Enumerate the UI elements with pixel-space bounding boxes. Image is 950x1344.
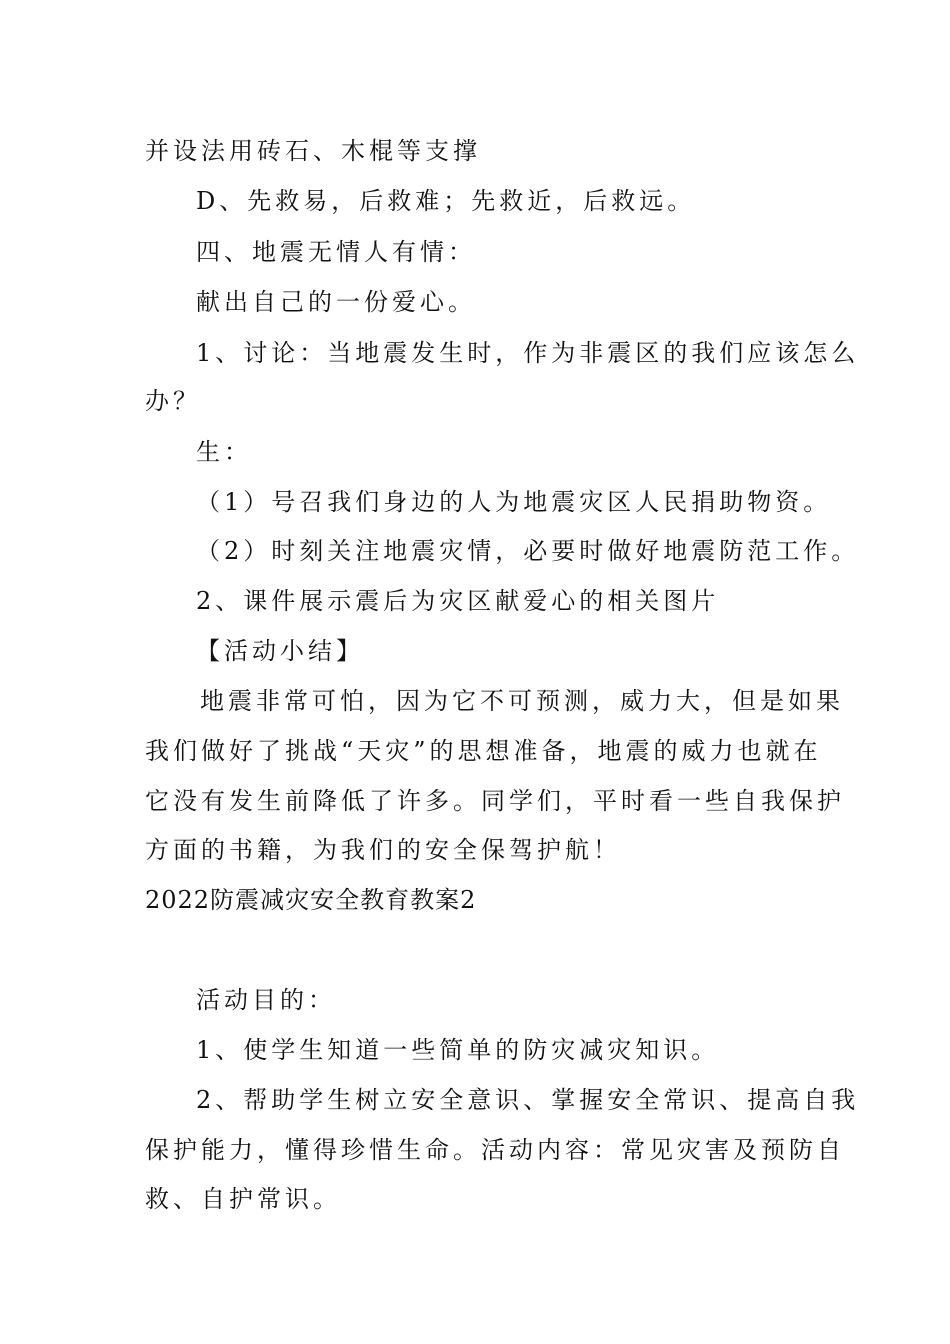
text-line: 并设法用砖石、木棍等支撑 <box>145 137 481 165</box>
document-title: 2022防震减灾安全教育教案2 <box>145 886 477 914</box>
text-line: 献出自己的一份爱心。 <box>196 288 476 316</box>
list-item: （1）号召我们身边的人为地震灾区人民捐助物资。 <box>196 488 832 516</box>
list-item: 2、帮助学生树立安全意识、掌握安全常识、提高自我 <box>196 1086 860 1114</box>
text-line: 它没有发生前降低了许多。同学们，平时看一些自我保护 <box>145 787 845 815</box>
section-heading: 【活动小结】 <box>196 637 364 665</box>
text-line: D、先救易，后救难；先救近，后救远。 <box>196 187 696 215</box>
text-line: 地震非常可怕，因为它不可预测，威力大，但是如果 <box>200 687 844 715</box>
text-line: 1、讨论：当地震发生时，作为非震区的我们应该怎么 <box>196 339 860 367</box>
text-line: 生： <box>196 438 252 466</box>
text-line: 2、课件展示震后为灾区献爱心的相关图片 <box>196 587 720 615</box>
text-line: 办？ <box>145 387 201 415</box>
list-item: 1、使学生知道一些简单的防灾减灾知识。 <box>196 1036 720 1064</box>
text-line: 方面的书籍，为我们的安全保驾护航！ <box>145 836 621 864</box>
list-item: （2）时刻关注地震灾情，必要时做好地震防范工作。 <box>196 537 860 565</box>
section-heading: 活动目的： <box>196 986 336 1014</box>
text-line: 我们做好了挑战“天灾”的思想准备，地震的威力也就在 <box>145 737 822 765</box>
section-heading: 四、地震无情人有情： <box>196 238 476 266</box>
text-line: 救、自护常识。 <box>145 1185 341 1213</box>
text-line: 保护能力，懂得珍惜生命。活动内容：常见灾害及预防自 <box>145 1136 845 1164</box>
